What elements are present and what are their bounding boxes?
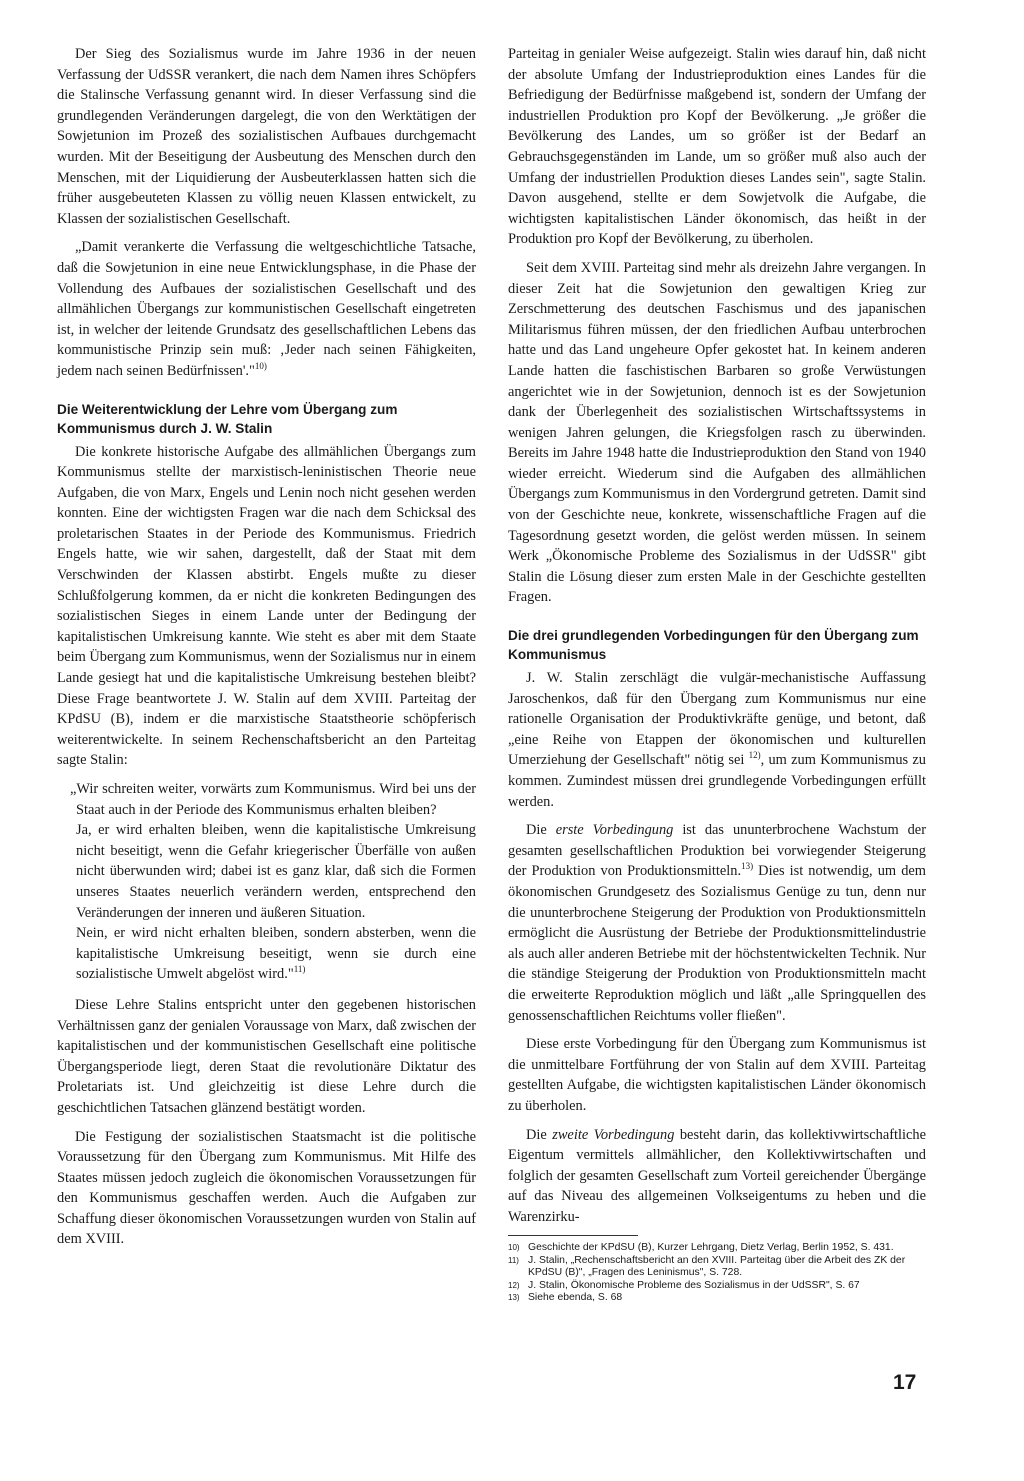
emphasis: erste Vorbedingung — [555, 822, 674, 839]
page-number: 17 — [893, 1371, 917, 1394]
footnote-divider — [508, 1235, 638, 1236]
block-quote — [70, 779, 476, 985]
footnote: 11) J. Stalin, „Rechenschaftsbericht an den XVIII. Parteitag über die Arbeit des ZK der KPdSU (B)", „Fragen des Leninismus", S. 728. — [508, 1254, 906, 1279]
right-column — [508, 44, 926, 1305]
paragraph: J. W. Stalin zerschlägt die vulgär-mechanistische Auffassung Jaroschenkos, daß für den Übergang zum Kommunismus nur eine rationelle Organisation der Produktivkräfte genüge, und betont, daß „eine Reihe von Etappen der ökonomischen und kulturellen Umerziehung der Gesellschaft" nötig sei $^{12)}$, um zum Kommunismus zu kommen. Zumindest müssen drei grundlegende Vorbedingungen erfüllt werden. — [508, 670, 926, 810]
quote-line: Nein, er wird nicht erhalten bleiben, sondern absterben, wenn die kapitalistische Umkreisung beseitigt, wenn sie durch eine sozialistische Umwelt abgelöst wird."$^{11)}$ — [76, 925, 476, 983]
quote-line: Ja, er wird erhalten bleiben, wenn die kapitalistische Umkreisung nicht beseitigt, wenn die Gefahr kriegerischer Überfälle von außen nicht überwunden wird; dabei ist es ganz klar, daß sich die Formen unseres Staates neuerlich verändern werden, entsprechend den Veränderungen der inneren und äußeren Situation. — [76, 822, 476, 921]
section-heading: Die drei grundlegenden Vorbedingungen für den Übergang zum Kommunismus — [508, 628, 919, 663]
left-column — [57, 44, 476, 1258]
paragraph: Der Sieg des Sozialismus wurde im Jahre 1936 in der neuen Verfassung der UdSSR verankert, die nach dem Namen ihres Schöpfers die Stalinsche Verfassung genannt wird. In dieser Verfassung sind die grundlegenden Veränderungen dargelegt, die von den Werktätigen der Sowjetunion im Prozeß des sozialistischen Aufbaues durchgemacht wurden. Mit der Beseitigung der Ausbeutung des Menschen durch den Menschen, mit der Liquidierung der Ausbeuterklassen hatten sich die früher ausgebeuteten Klassen zu völlig neuen Klassen entwickelt, zu Klassen der sozialistischen Gesellschaft. — [57, 46, 476, 227]
emphasis: zweite Vorbedingung — [552, 1126, 675, 1143]
paragraph: Seit dem XVIII. Parteitag sind mehr als dreizehn Jahre vergangen. In dieser Zeit hat die Sowjetunion den gewaltigen Krieg zur Zerschmetterung des deutschen Faschismus und des japanischen Militarismus führen müssen, der den friedlichen Aufbau unterbrochen hatte und das Land ungeheure Opfer gekostet hat. In keinem anderen Lande hatten die faschistischen Barbaren so große Verwüstungen angerichtet wie in der Sowjetunion, dennoch ist es der Sowjetunion dank der Überlegenheit des sozialistischen Wirtschaftssystems in wenigen Jahren gelungen, die Kriegsfolgen rasch zu überwinden. Bereits im Jahre 1948 hatte die Industrieproduktion den Stand von 1940 wieder erreicht. Wiederum sind die Aufgaben des allmählichen Übergangs zum Kommunismus in den Vordergrund getreten. Damit sind von der Geschichte neue, konkrete, wissenschaftliche Fragen auf die Tagesordnung gesetzt worden, die gelöst werden müssen. In seinem Werk „Ökonomische Probleme des Sozialismus in der UdSSR" gibt Stalin die Lösung dieser zum ersten Male in der Geschichte gestellten Fragen. — [508, 259, 926, 606]
paragraph: Die konkrete historische Aufgabe des allmählichen Übergangs zum Kommunismus stellte der marxistisch-leninistischen Theorie neue Aufgaben, die von Marx, Engels und Lenin noch nicht gesehen werden konnten. Eine der wichtigsten Fragen war die nach dem Schicksal des proletarischen Staates in der Periode des Kommunismus. Friedrich Engels hatte, wie wir sahen, dargestellt, daß der Staat mit dem Verschwinden der Klassen abstirbt. Engels mußte zu dieser Schlußfolgerung kommen, da er nicht die konkreten Bedingungen des sozialistischen Sieges in einem Lande unter der Bedingung der kapitalistischen Umkreisung kannte. Wie steht es aber mit dem Staate beim Übergang zum Kommunismus, wenn der Sozialismus nur in einem Lande gesiegt hat und die kapitalistische Umkreisung bestehen bleibt? Diese Frage beantwortete J. W. Stalin auf dem XVIII. Parteitag der KPdSU (B), indem er die marxistische Staatstheorie schöpferisch weiterentwickelte. In seinem Rechenschaftsbericht an den Parteitag sagte Stalin: — [57, 443, 476, 769]
paragraph: Parteitag in genialer Weise aufgezeigt. Stalin wies darauf hin, daß nicht der absolute Umfang der Industrieproduktion eines Landes für die Befriedigung der Bedürfnisse maßgebend ist, sondern der Umfang der industriellen Produktion pro Kopf der Bevölkerung. „Je größer die Bevölkerung des Landes, um so größer ist der Bedarf an Gebrauchsgegenständen im Lande, um so größer muß also auch der Umfang der industriellen Produktion dieses Landes sein", sagte Stalin. Davon ausgehend, stellte er dem Sowjetvolk die Aufgabe, die wichtigsten kapitalistischen Länder ökonomisch, das heißt in der Produktion pro Kopf der Bevölkerung, zu überholen. — [508, 46, 926, 248]
footnote: 13) Siehe ebenda, S. 68 — [508, 1292, 623, 1304]
footnote-ref: 10) — [254, 361, 267, 372]
paragraph: Diese erste Vorbedingung für den Übergang zum Kommunismus ist die unmittelbare Fortführung der von Stalin auf dem XVIII. Parteitag gestellten Aufgabe, die wichtigsten kapitalistischen Länder ökonomisch zu überholen. — [508, 1036, 926, 1114]
footnote: 12) J. Stalin, Ökonomische Probleme des Sozialismus in der UdSSR", S. 67 — [508, 1279, 860, 1291]
quotation-paragraph: „Damit verankerte die Verfassung die weltgeschichtliche Tatsache, daß die Sowjetunion in eine neue Entwicklungsphase, in die Phase der Vollendung des Aufbaues der sozialistischen Gesellschaft und des allmählichen Übergangs zur kommunistischen Gesellschaft eingetreten ist, in welcher der leitende Grundsatz des gesellschaftlichen Lebens das kommunistische Prinzip sein muß: ‚Jeder nach seinen Fähigkeiten, jedem nach seinen Bedürfnissen'."$^{10)}$ — [57, 239, 476, 379]
paragraph: Die erste Vorbedingung ist das ununterbrochene Wachstum der gesamten gesellschaftlichen Produktion bei vorwiegender Steigerung der Produktion von Produktionsmitteln.$^{13)}$ Dies ist notwendig, um dem ökonomischen Grundgesetz des Sozialismus Genüge zu tun, denn nur die ununterbrochene Steigerung der Produktion von Produktionsmitteln ermöglicht die Ausrüstung der Betriebe der Produktionsmittelindustrie als auch aller anderen Betriebe mit der höchstentwickelten Technik. Nur die ständige Steigerung der Produktion von Produktionsmitteln macht die erweiterte Reproduktion möglich und läßt „alle Springquellen des genossenschaftlichen Reichtums voller fließen". — [508, 822, 926, 1024]
quote-line: „Wir schreiten weiter, vorwärts zum Kommunismus. Wird bei uns der Staat auch in der Periode des Kommunismus erhalten bleiben? — [70, 781, 476, 818]
paragraph: Diese Lehre Stalins entspricht unter den gegebenen historischen Verhältnissen ganz der genialen Voraussage von Marx, daß zwischen der kapitalistischen und der kommunistischen Gesellschaft eine politische Übergangsperiode liegt, deren Staat die revolutionäre Diktatur des Proletariats ist. Und gleichzeitig ist diese Lehre durch die geschichtlichen Tatsachen glänzend bestätigt worden. — [57, 996, 476, 1116]
paragraph: Die zweite Vorbedingung besteht darin, das kollektivwirtschaftliche Eigentum vermittels allmählicher, den Kollektivwirtschaften und folglich der gesamten Gesellschaft zum Vorteil gereichender Übergänge auf das Niveau des allgemeinen Volkseigentums zu heben und die Warenzirku- — [508, 1126, 926, 1225]
footnotes — [508, 1242, 926, 1304]
paragraph: Die Festigung der sozialistischen Staatsmacht ist die politische Voraussetzung für den Übergang zum Kommunismus. Mit Hilfe des Staates müssen jedoch zugleich die ökonomischen Voraussetzungen für den Kommunismus geschaffen werden. Auch die Aufgaben zur Schaffung dieser ökonomischen Voraussetzungen wurden von Stalin auf dem XVIII. — [57, 1128, 476, 1248]
footnote-ref: 13) — [741, 861, 754, 872]
section-heading: Die Weiterentwicklung der Lehre vom Übergang zum Kommunismus durch J. W. Stalin — [57, 401, 398, 436]
footnote-ref: 11) — [293, 964, 306, 975]
footnote-ref: 12) — [748, 750, 761, 761]
footnote: 10) Geschichte der KPdSU (B), Kurzer Lehrgang, Dietz Verlag, Berlin 1952, S. 431. — [508, 1242, 894, 1254]
